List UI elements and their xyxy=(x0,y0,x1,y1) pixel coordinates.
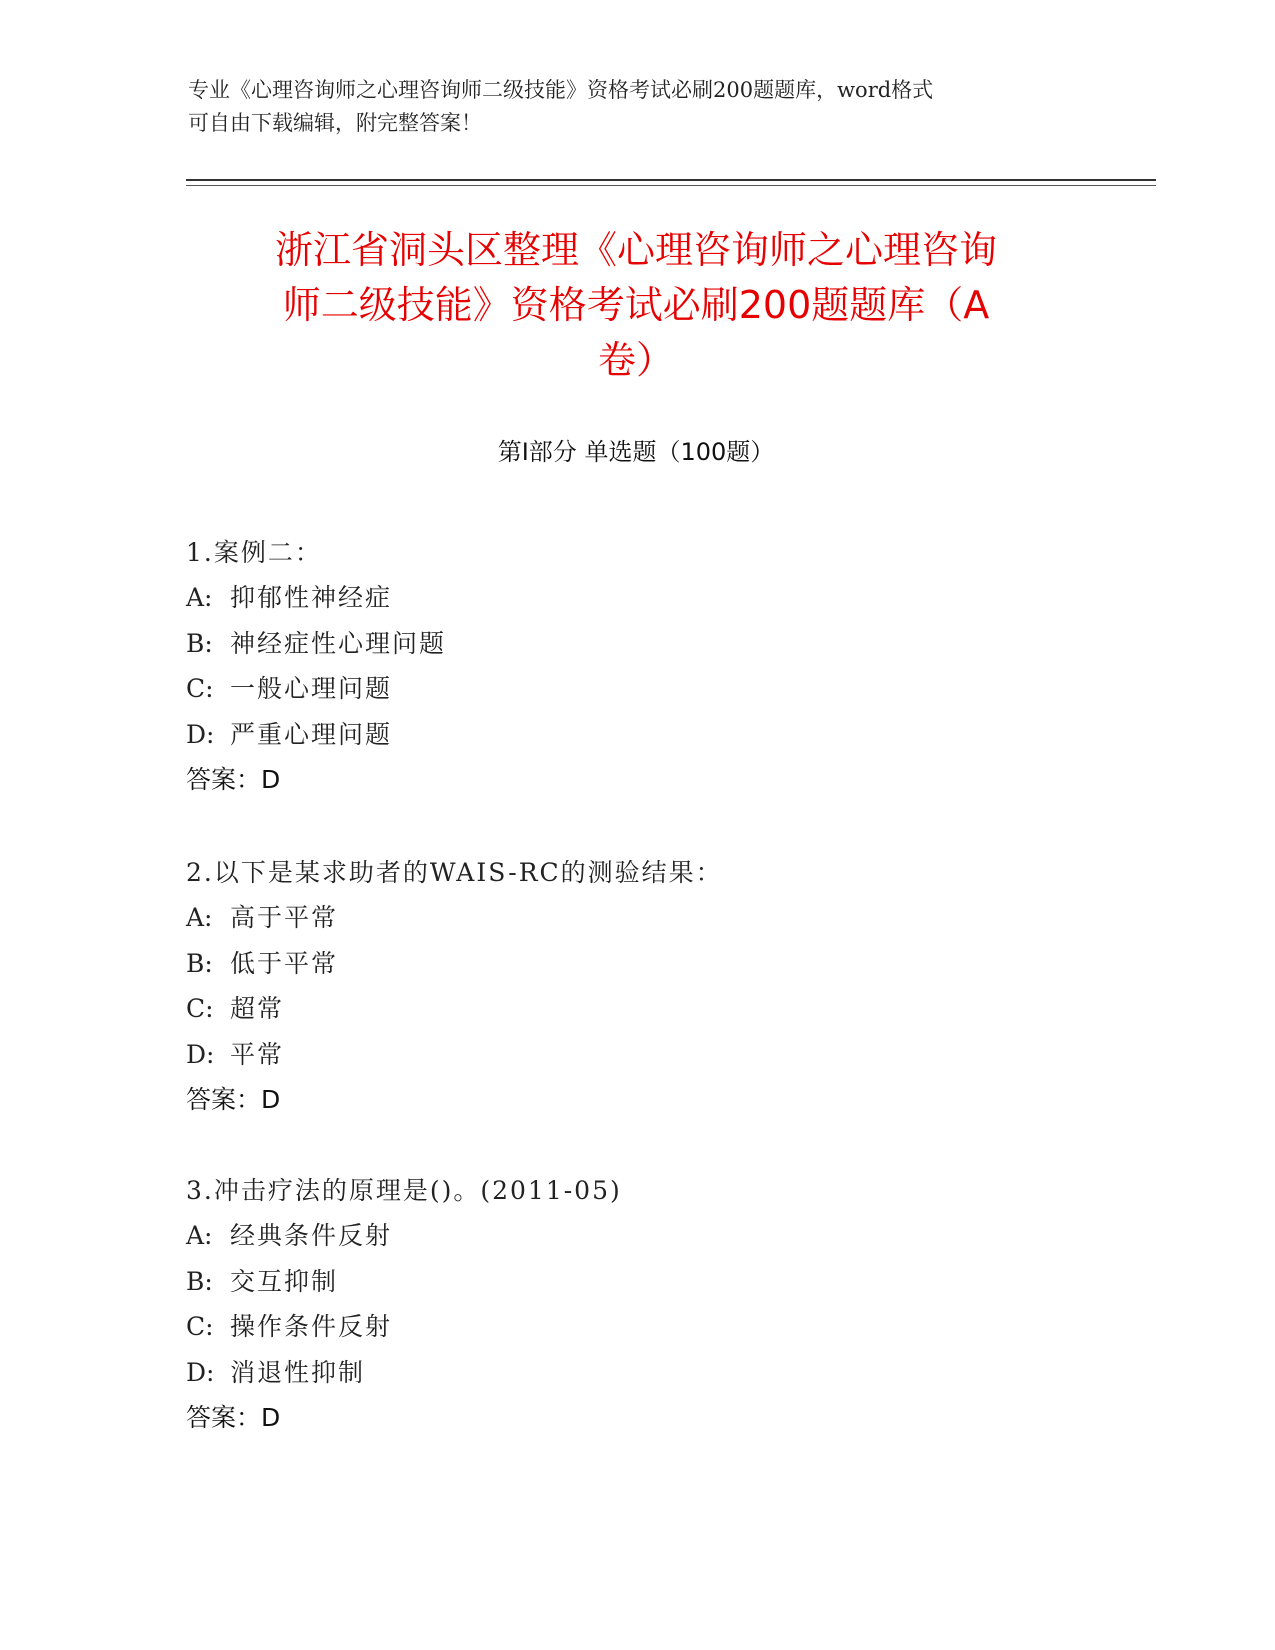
header-rule-thick xyxy=(186,179,1156,181)
option-d xyxy=(186,1350,1086,1395)
option-letter: D: xyxy=(186,1357,215,1387)
option-a xyxy=(186,575,1086,620)
option-d xyxy=(186,712,1086,757)
option-text: 抑郁性神经症 xyxy=(230,583,393,613)
option-letter: C: xyxy=(186,1312,214,1342)
option-text: 低于平常 xyxy=(230,948,339,978)
question-2 xyxy=(186,850,1086,1122)
option-text: 交互抑制 xyxy=(230,1266,339,1296)
option-d xyxy=(186,1032,1086,1077)
option-text: 高于平常 xyxy=(230,903,339,933)
option-text: 一般心理问题 xyxy=(230,674,393,704)
question-stem: 1.案例二： xyxy=(186,538,322,567)
option-letter: B: xyxy=(186,1266,213,1296)
option-text: 超常 xyxy=(230,994,285,1024)
document-title-line-2: 师二级技能》资格考试必刷200题题库（A xyxy=(282,283,990,327)
option-text: 经典条件反射 xyxy=(230,1221,393,1251)
option-text: 神经症性心理问题 xyxy=(230,628,447,658)
option-text: 严重心理问题 xyxy=(230,719,393,749)
header-rule-thin xyxy=(186,185,1156,186)
option-letter: C: xyxy=(186,994,214,1024)
header-note-line-1: 专业《心理咨询师之心理咨询师二级技能》资格考试必刷200题题库，word格式 xyxy=(188,78,934,102)
option-letter: A: xyxy=(186,903,213,933)
option-b xyxy=(186,941,1086,986)
option-text: 平常 xyxy=(230,1039,285,1069)
answer-line: 答案：D xyxy=(186,764,281,794)
answer-line: 答案：D xyxy=(186,1084,281,1114)
option-letter: C: xyxy=(186,674,214,704)
answer-line: 答案：D xyxy=(186,1402,281,1432)
option-c xyxy=(186,1304,1086,1349)
option-text: 操作条件反射 xyxy=(230,1312,393,1342)
option-letter: D: xyxy=(186,719,215,749)
option-letter: A: xyxy=(186,1221,213,1251)
option-letter: A: xyxy=(186,583,213,613)
option-letter: B: xyxy=(186,948,213,978)
document-title-line-3: 卷） xyxy=(597,338,674,382)
question-stem: 3.冲击疗法的原理是()。(2011-05) xyxy=(186,1176,622,1205)
header-note-line-2: 可自由下载编辑，附完整答案！ xyxy=(188,111,482,135)
option-b xyxy=(186,1259,1086,1304)
document-title-line-1: 浙江省洞头区整理《心理咨询师之心理咨询 xyxy=(274,228,997,272)
option-letter: D: xyxy=(186,1039,215,1069)
header-note xyxy=(188,74,1068,140)
section-heading: 第Ⅰ部分 单选题（100题） xyxy=(497,438,775,466)
question-stem: 2.以下是某求助者的WAIS-RC的测验结果： xyxy=(186,858,723,887)
option-c xyxy=(186,666,1086,711)
question-3 xyxy=(186,1168,1086,1440)
document-title xyxy=(186,223,1086,388)
question-1 xyxy=(186,530,1086,802)
option-letter: B: xyxy=(186,628,213,658)
option-a xyxy=(186,1213,1086,1258)
option-b xyxy=(186,621,1086,666)
option-a xyxy=(186,895,1086,940)
option-c xyxy=(186,986,1086,1031)
option-text: 消退性抑制 xyxy=(230,1357,366,1387)
